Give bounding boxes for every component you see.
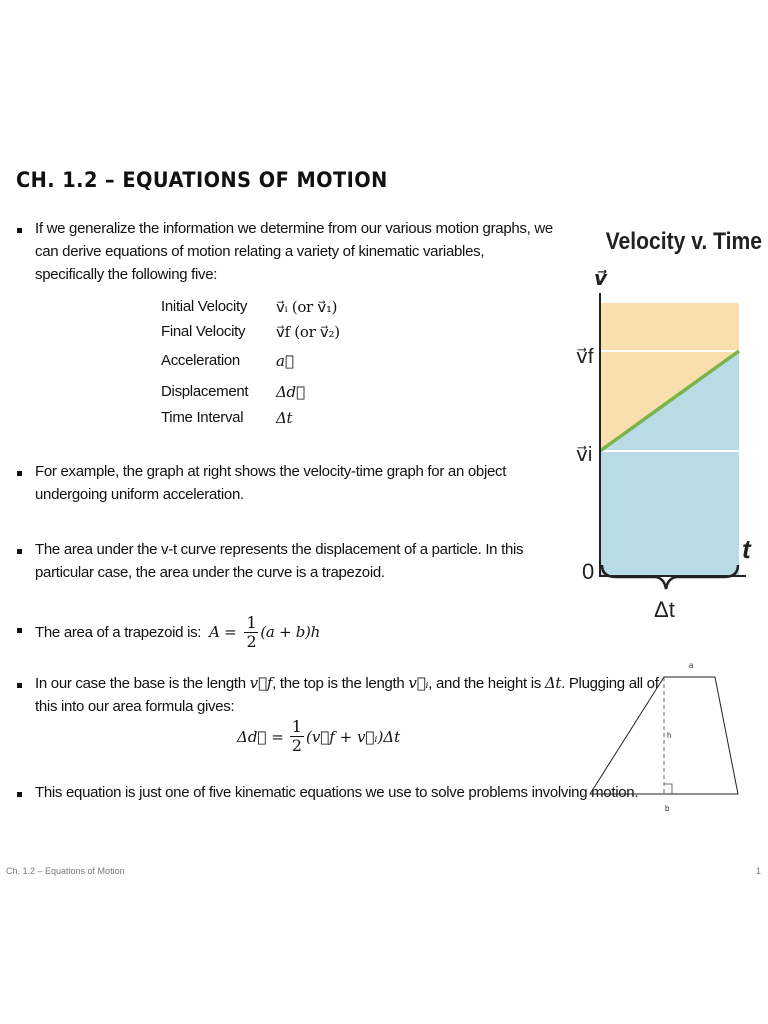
bullet-marker [17, 228, 22, 233]
displacement-lhs: Δd⃗ = [237, 727, 284, 746]
variable-symbol: a⃗ [276, 352, 294, 370]
trapezoid-area-intro: The area of a trapezoid is: [35, 624, 202, 641]
fraction-numerator: 1 [246, 613, 257, 632]
bullet-marker [17, 471, 22, 476]
graph-title: Velocity v. Time [605, 227, 762, 255]
x-axis-label: t [742, 534, 751, 564]
fraction-numerator: 1 [291, 717, 302, 736]
variable-symbol: v⃗ᵢ (or v⃗₁) [276, 298, 338, 316]
trapezoid-diagram [586, 658, 746, 820]
dt-symbol: Δt [544, 674, 562, 692]
area-formula-lhs: A = [209, 623, 237, 641]
bullet-marker [17, 792, 22, 797]
text-fragment: . Plugging all of [561, 675, 659, 692]
fraction-denominator: 2 [246, 632, 257, 651]
vi-symbol: v⃗ᵢ [408, 674, 429, 692]
bullet-text-5 [35, 672, 659, 695]
variable-name: Initial Velocity [161, 298, 248, 315]
variable-name: Time Interval [161, 409, 244, 426]
variable-name: Final Velocity [161, 323, 246, 340]
fraction-denominator: 2 [291, 736, 302, 755]
bullet-text-4 [35, 614, 435, 651]
displacement-formula [237, 718, 400, 755]
bullet-text-1: If we generalize the information we determine from our various motion graphs, we can derive equations of motion relating a variety of kinematic variables, specifically the following five: [35, 220, 553, 283]
bullet-text-5-line2: this into our area formula gives: [35, 698, 235, 715]
top-label: a [689, 661, 694, 670]
interval-label: Δt [654, 597, 675, 622]
bullet-text-6: This equation is just one of five kinematic equations we use to solve problems involving motion. [35, 784, 639, 801]
variable-name: Displacement [161, 383, 249, 400]
area-formula-rhs: (a + b)h [260, 623, 320, 641]
origin-label: 0 [582, 559, 595, 584]
base-label: b [665, 804, 670, 813]
variable-name: Acceleration [161, 352, 240, 369]
bullet-marker [17, 683, 22, 688]
bullet-text-3: The area under the v-t curve represents the displacement of a particle. In this particular case, the area under the curve is a trapezoid. [35, 541, 524, 581]
text-fragment: , and the height is [428, 675, 541, 692]
right-angle-marker [664, 784, 672, 794]
half-fraction [244, 614, 258, 651]
page-number: 1 [756, 866, 762, 876]
vf-label: v⃗f [576, 346, 594, 368]
bullet-text-2: For example, the graph at right shows the velocity-time graph for an object undergoing uniform acceleration. [35, 463, 507, 503]
y-axis-label: v⃗ [594, 268, 608, 290]
footer-title: Ch. 1.2 – Equations of Motion [6, 866, 125, 876]
vf-symbol: v⃗f [249, 674, 273, 692]
vi-label: v⃗i [576, 444, 593, 466]
bullet-marker [17, 549, 22, 554]
text-fragment: , the top is the length [272, 675, 405, 692]
variable-symbol: Δd⃗ [276, 383, 305, 401]
half-fraction [290, 718, 304, 755]
page-title: CH. 1.2 – EQUATIONS OF MOTION [16, 168, 388, 192]
velocity-time-graph [566, 215, 762, 625]
text-fragment: In our case the base is the length [35, 675, 246, 692]
displacement-rhs: (v⃗f + v⃗ᵢ)Δt [305, 727, 401, 746]
variable-symbol: Δt [276, 409, 293, 427]
variable-symbol: v⃗f (or v⃗₂) [276, 323, 340, 341]
bullet-marker [17, 628, 22, 633]
height-label: h [667, 731, 672, 740]
